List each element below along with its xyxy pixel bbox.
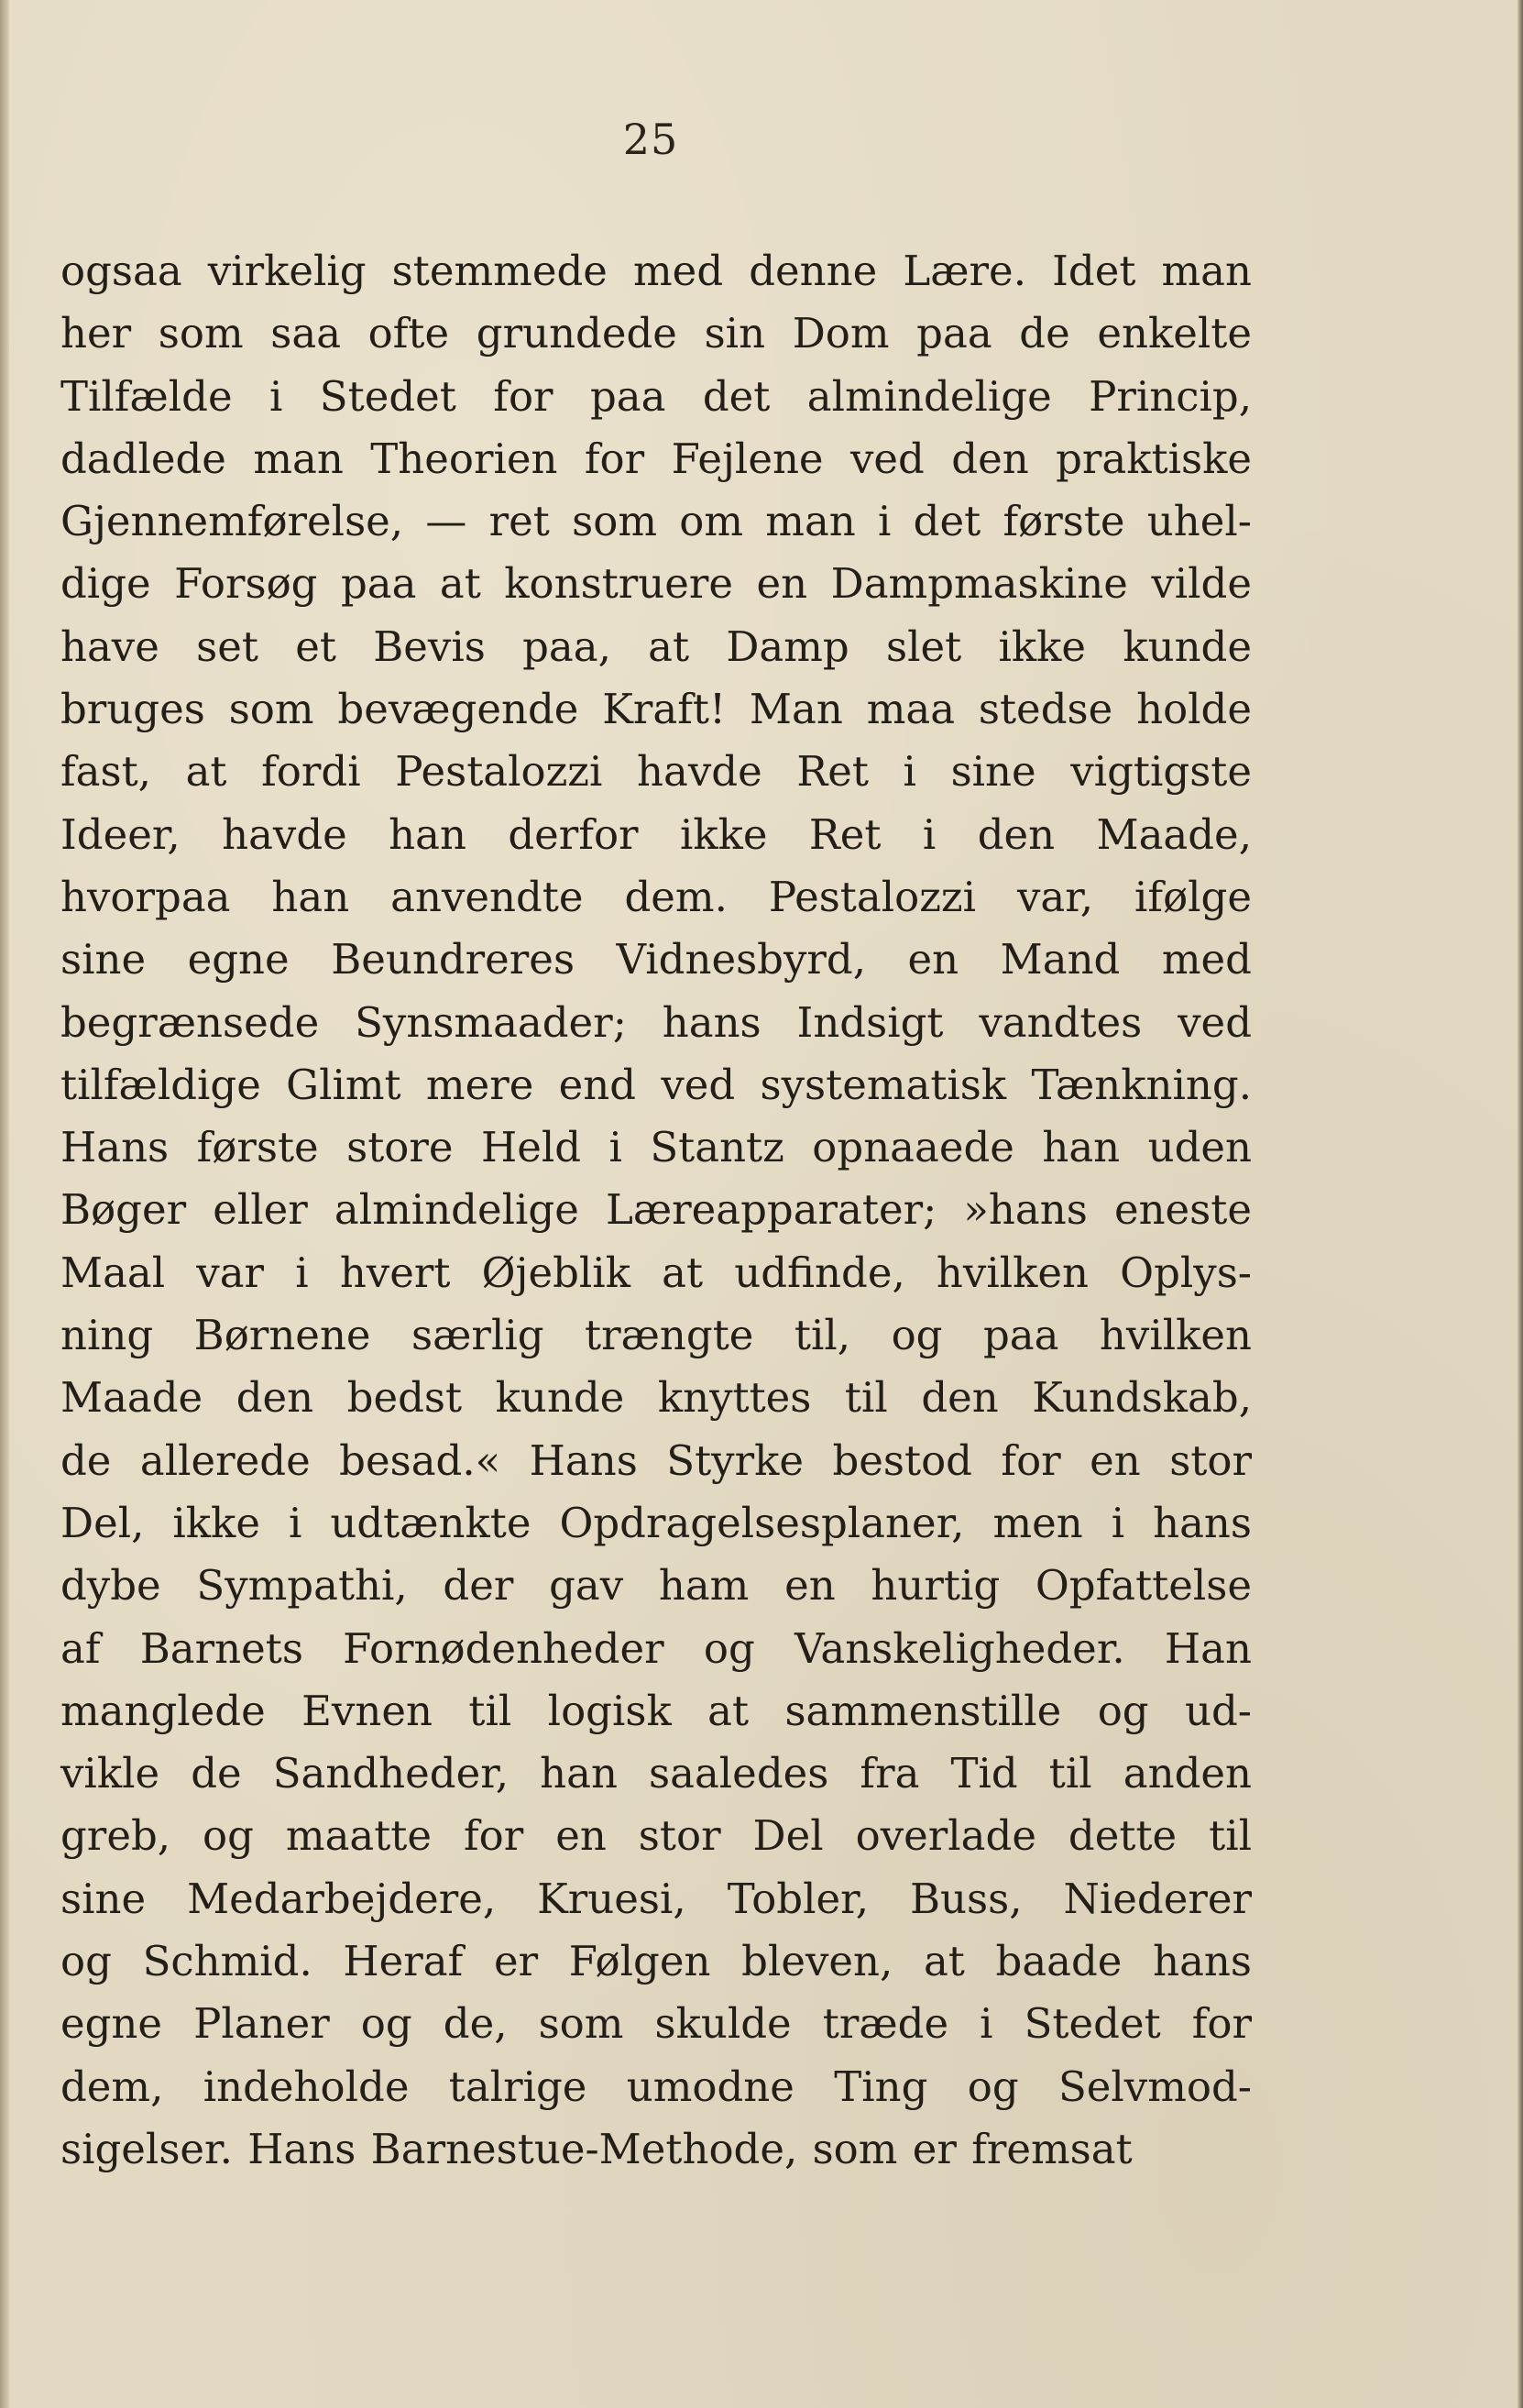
text-line: vikle de Sandheder, han saaledes fra Tid til anden: [60, 1749, 1252, 1798]
text-line: ning Børnene særlig trængte til, og paa hvilken: [60, 1311, 1252, 1360]
text-line: Del, ikke i udtænkte Opdragelsesplaner, men i hans: [60, 1498, 1252, 1547]
text-line: tilfældige Glimt mere end ved systematisk Tænkning.: [60, 1060, 1252, 1109]
text-line: Tilfælde i Stedet for paa det almindelige Princip,: [60, 371, 1252, 421]
text-line: egne Planer og de, som skulde træde i Stedet for: [60, 1999, 1252, 2049]
text-line: Bøger eller almindelige Læreapparater; »hans eneste: [60, 1185, 1252, 1235]
text-line: manglede Evnen til logisk at sammenstille og ud-: [60, 1686, 1252, 1735]
page-left-edge: [0, 0, 9, 2408]
text-line: hvorpaa han anvendte dem. Pestalozzi var, ifølge: [60, 872, 1252, 921]
page-number: 25: [622, 115, 679, 164]
text-line: Ideer, havde han derfor ikke Ret i den Maade,: [60, 809, 1252, 859]
text-line: sine Medarbejdere, Kruesi, Tobler, Buss, Niederer: [60, 1874, 1252, 1923]
text-line: ogsaa virkelig stemmede med denne Lære. Idet man: [60, 247, 1252, 295]
text-line: Maal var i hvert Øjeblik at udfinde, hvilken Oplys-: [60, 1248, 1252, 1297]
text-line: fast, at fordi Pestalozzi havde Ret i sine vigtigste: [60, 747, 1252, 797]
text-line: Maade den bedst kunde knyttes til den Kundskab,: [60, 1373, 1252, 1423]
text-line: greb, og maatte for en stor Del overlade dette til: [60, 1811, 1252, 1861]
text-line: sigelser. Hans Barnestue-Methode, som er fremsat: [60, 2124, 1133, 2173]
text-line: dem, indeholde talrige umodne Ting og Selvmod-: [60, 2062, 1252, 2111]
text-line: de allerede besad.« Hans Styrke bestod for en stor: [60, 1435, 1252, 1485]
text-line: af Barnets Fornødenheder og Vanskeligheder. Han: [60, 1623, 1252, 1673]
text-line: dige Forsøg paa at konstruere en Dampmaskine vilde: [60, 559, 1252, 609]
text-line: Gjennemførelse, — ret som om man i det første uhel-: [60, 497, 1252, 546]
text-line: begrænsede Synsmaader; hans Indsigt vandtes ved: [60, 997, 1252, 1047]
text-line: og Schmid. Heraf er Følgen bleven, at baade hans: [60, 1937, 1252, 1986]
text-line: bruges som bevægende Kraft! Man maa stedse holde: [60, 685, 1252, 734]
body-text: [60, 240, 1252, 2181]
text-line: dybe Sympathi, der gav ham en hurtig Opfattelse: [60, 1561, 1252, 1611]
text-line: her som saa ofte grundede sin Dom paa de enkelte: [60, 309, 1252, 358]
page-right-edge: [1518, 0, 1523, 2408]
text-line: have set et Bevis paa, at Damp slet ikke kunde: [60, 621, 1252, 671]
text-line: Hans første store Held i Stantz opnaaede han uden: [60, 1123, 1252, 1172]
text-line: dadlede man Theorien for Fejlene ved den praktiske: [60, 434, 1252, 483]
text-line: sine egne Beundreres Vidnesbyrd, en Mand med: [60, 935, 1252, 984]
